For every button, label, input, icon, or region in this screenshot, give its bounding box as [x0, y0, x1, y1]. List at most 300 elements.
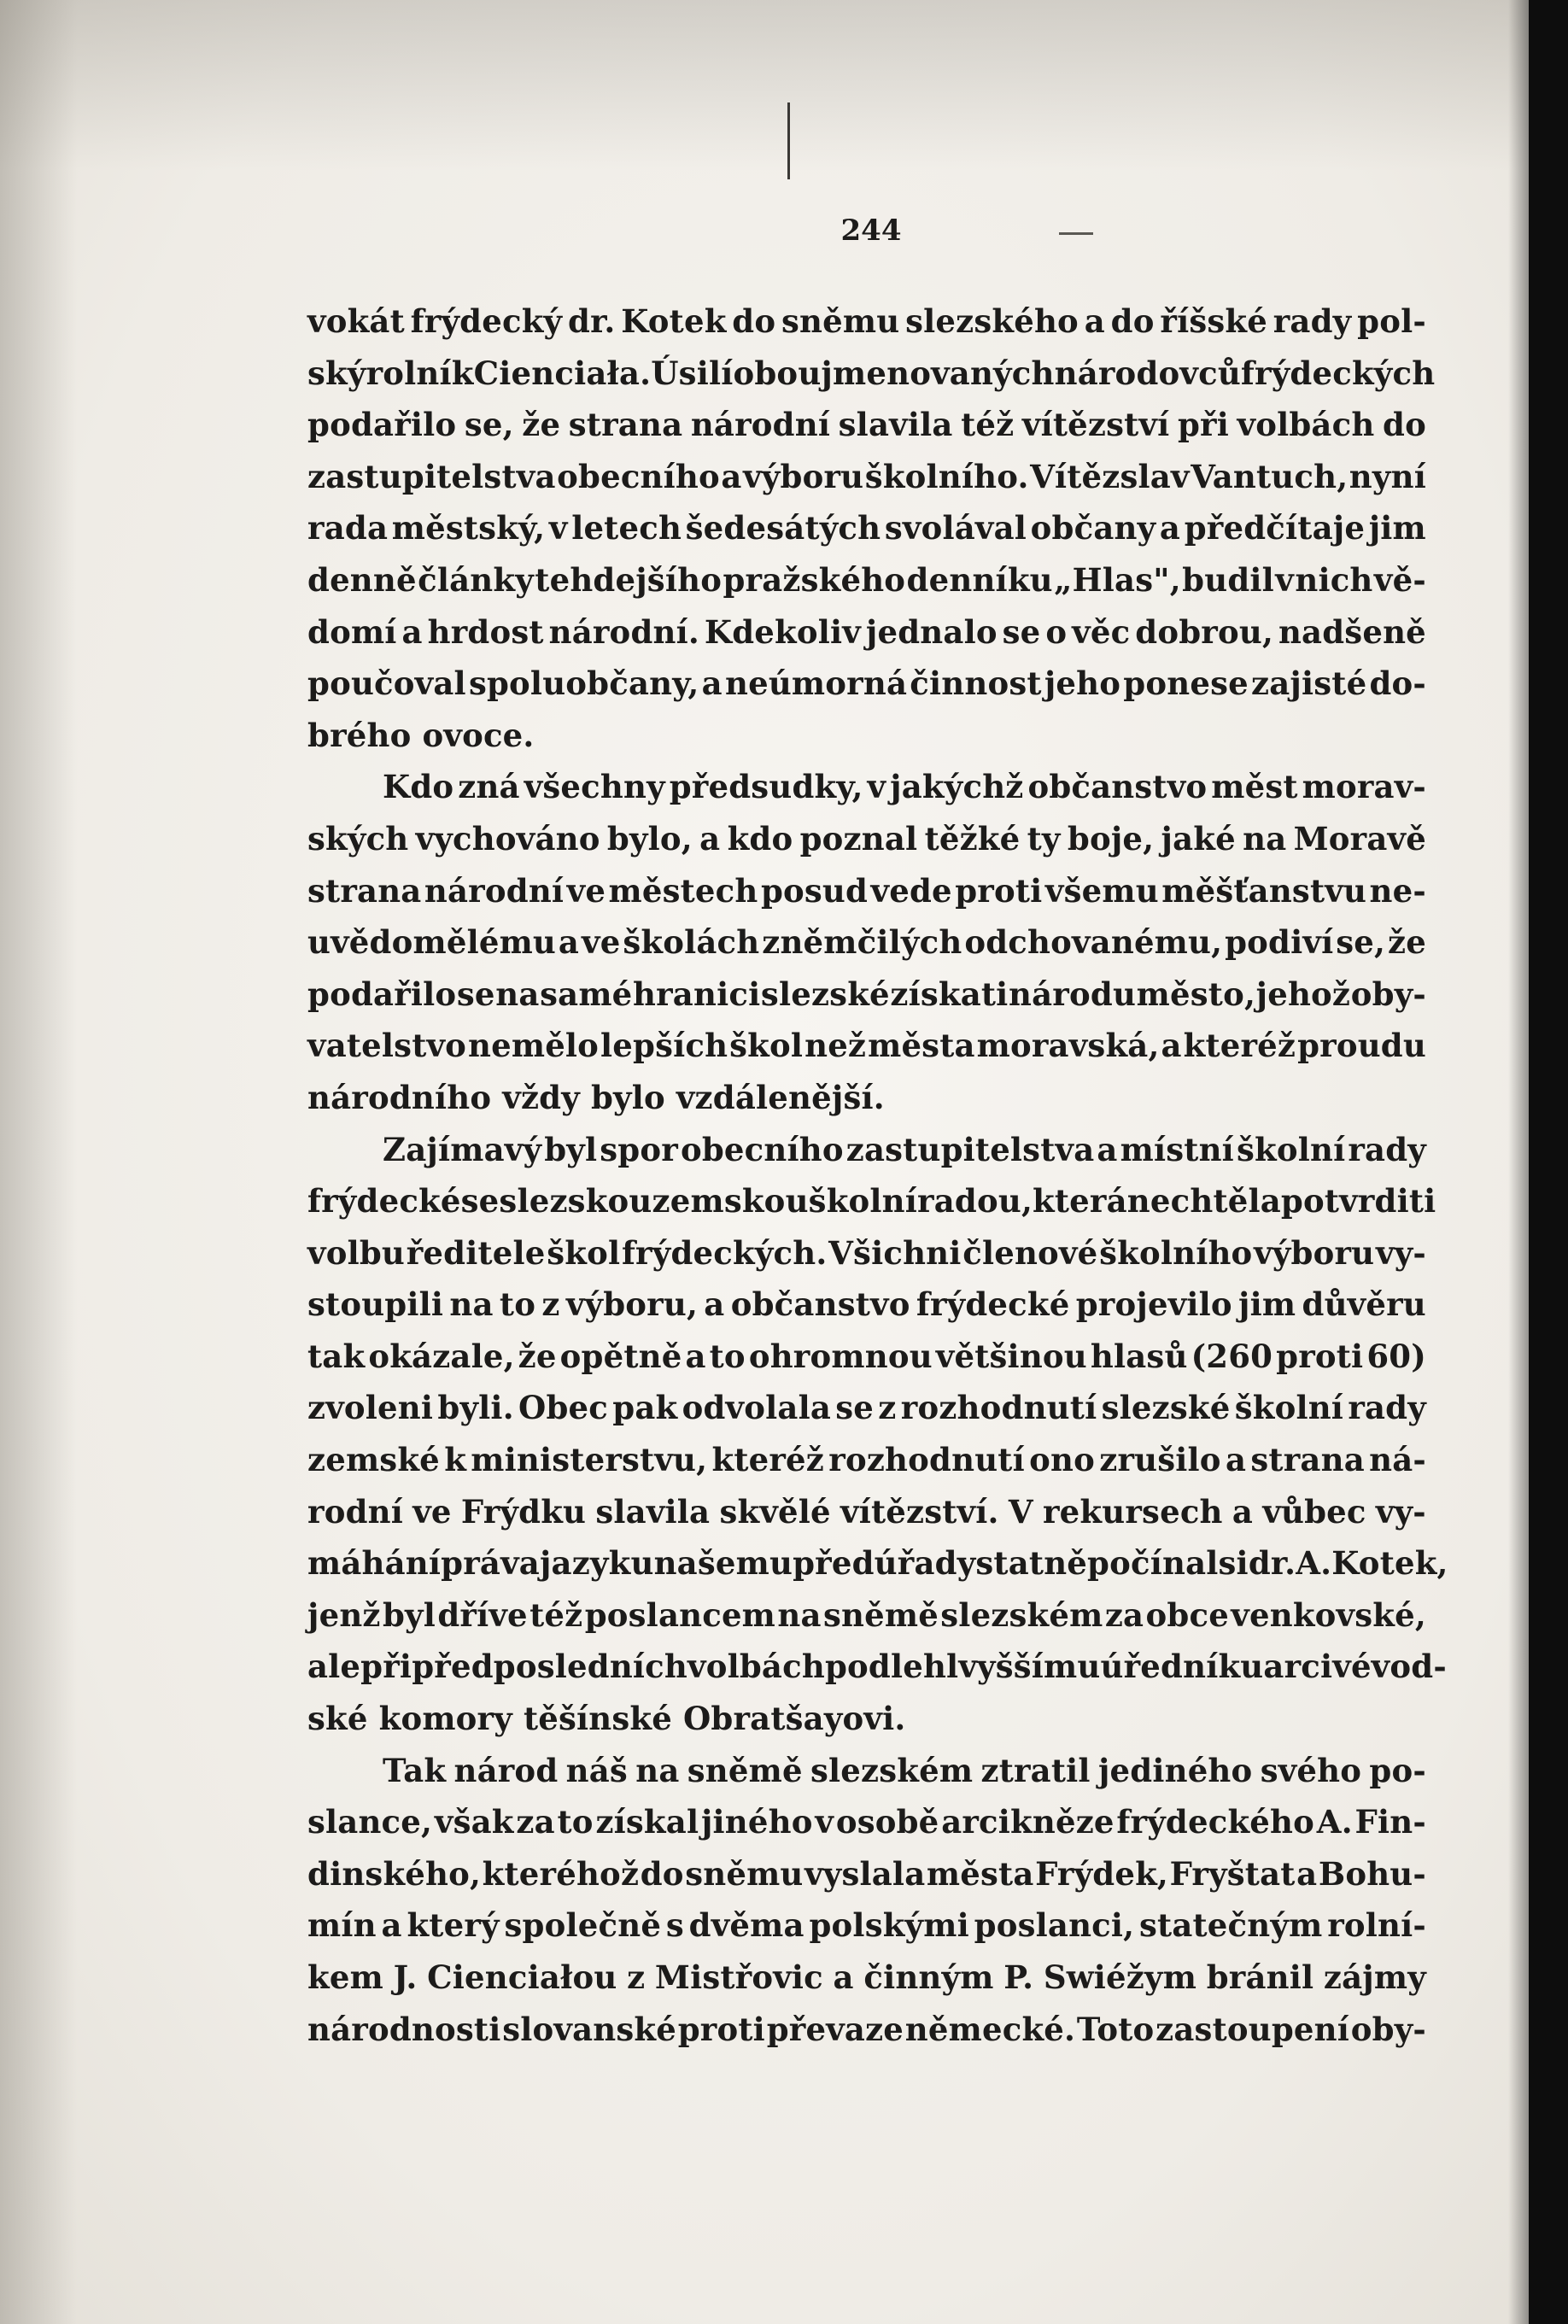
page-number: 244: [840, 214, 902, 248]
word: všechny: [524, 768, 665, 806]
word: předposledních: [412, 1648, 688, 1686]
text-line: [307, 710, 1426, 762]
word: Moravě: [1293, 819, 1426, 858]
word: boje,: [1067, 819, 1155, 858]
word: všemu: [1044, 871, 1159, 910]
word: získati: [890, 975, 1009, 1013]
word: svolával: [884, 509, 1027, 547]
word: Kdo: [383, 768, 454, 806]
word: město,: [1136, 975, 1256, 1013]
text-line: [307, 1900, 1426, 1952]
word: vychováno: [415, 819, 600, 858]
word: jmenovaných: [821, 354, 1055, 392]
word: hlasů: [1090, 1337, 1188, 1375]
word: při: [1177, 406, 1229, 444]
word: našemu: [653, 1544, 793, 1583]
word: statečným: [1139, 1906, 1323, 1945]
word: slezské: [1101, 1389, 1231, 1427]
word: a: [1232, 1492, 1254, 1531]
word: Obec: [518, 1389, 609, 1427]
word: před: [793, 1544, 875, 1583]
text-line: [307, 1331, 1426, 1383]
word: denníku: [906, 560, 1053, 599]
word: vítězství: [1021, 406, 1170, 444]
word: svého: [1260, 1751, 1362, 1789]
text-line: [307, 1693, 1426, 1745]
word: vy-: [1376, 1233, 1426, 1272]
word: z: [878, 1389, 897, 1427]
word: ve: [412, 1492, 452, 1531]
word: a: [1097, 1130, 1118, 1168]
text-line: [307, 1537, 1448, 1589]
word: těšínské: [523, 1700, 672, 1738]
word: a: [701, 664, 723, 703]
word: národní: [690, 406, 831, 444]
word: ale: [307, 1648, 361, 1686]
word: poučoval: [307, 664, 466, 703]
word: rozhodnutí: [900, 1389, 1097, 1427]
word: spor: [600, 1130, 678, 1168]
word: výboru,: [565, 1285, 699, 1324]
word: komory: [378, 1700, 512, 1738]
word: arcikněze: [941, 1803, 1115, 1841]
text-line: [307, 916, 1426, 969]
word: města: [868, 1027, 975, 1065]
word: se,: [1336, 923, 1386, 962]
text-line: [307, 1745, 1426, 1797]
word: škol: [547, 1233, 621, 1272]
word: budil: [1182, 560, 1274, 599]
word: slezské: [760, 975, 890, 1013]
word: Toto: [1076, 2010, 1155, 2048]
word: rady: [1348, 1130, 1426, 1168]
word: projevilo: [1075, 1285, 1232, 1324]
text-line: [307, 1796, 1426, 1848]
text-line: [307, 1434, 1426, 1486]
word: školního: [1099, 1233, 1253, 1272]
word: vatelstvo: [307, 1027, 467, 1065]
word: než: [804, 1027, 867, 1065]
word: byl: [544, 1130, 598, 1168]
text-line: [307, 348, 1436, 400]
word: proti: [955, 871, 1043, 910]
word: skvělé: [719, 1492, 831, 1531]
word: V: [1008, 1492, 1033, 1531]
word: nemělo: [468, 1027, 600, 1065]
word: Swiéžym: [1043, 1958, 1197, 1996]
text-line: [307, 399, 1426, 451]
word: neúmorná: [724, 664, 908, 703]
word: městský,: [391, 509, 546, 547]
word: nechtěla: [1126, 1182, 1281, 1221]
word: frýdeckého: [1116, 1803, 1315, 1841]
word: jim: [1368, 509, 1426, 547]
word: při: [360, 1648, 412, 1686]
word: podiví: [1225, 923, 1334, 962]
text-line: [307, 1589, 1426, 1642]
word: činným: [863, 1958, 994, 1996]
word: a: [721, 457, 742, 495]
word: nich: [1295, 560, 1373, 599]
word: školní: [1236, 1130, 1346, 1168]
word: úředníku: [1100, 1648, 1264, 1686]
word: ponese: [1123, 664, 1249, 703]
word: těžké: [924, 819, 1021, 858]
text-line: [307, 865, 1426, 917]
word: města: [926, 1854, 1034, 1893]
word: kem: [307, 1958, 383, 1996]
word: a: [1159, 509, 1181, 547]
word: místní: [1120, 1130, 1234, 1168]
word: strana: [307, 871, 422, 910]
word: si: [1218, 1544, 1249, 1583]
word: většinou: [935, 1337, 1087, 1375]
word: a: [1161, 1027, 1182, 1065]
word: zastupitelstva: [845, 1130, 1095, 1168]
word: lepších: [600, 1027, 728, 1065]
word: z: [627, 1958, 646, 1996]
word: oby-: [1350, 2010, 1426, 2048]
word: k: [444, 1441, 467, 1479]
word: v: [867, 768, 886, 806]
text-line: [307, 1175, 1436, 1227]
word: který: [407, 1906, 500, 1945]
word: vede: [870, 871, 952, 910]
word: ských: [307, 819, 409, 858]
word: a: [381, 1906, 402, 1945]
word: to: [557, 1803, 594, 1841]
word: městech: [608, 871, 758, 910]
word: vy-: [1375, 1492, 1426, 1531]
word: ná-: [1369, 1441, 1426, 1479]
word: kdo: [727, 819, 793, 858]
word: články: [418, 560, 534, 599]
word: a: [704, 1285, 725, 1324]
word: slavila: [838, 406, 953, 444]
word: ztratil: [980, 1751, 1091, 1789]
word: dobrou,: [1135, 612, 1274, 651]
word: ředitele: [406, 1233, 546, 1272]
word: Všichni: [828, 1233, 962, 1272]
word: národního: [307, 1078, 492, 1116]
word: říšské: [1160, 302, 1267, 340]
word: výboru: [743, 457, 864, 495]
word: domí: [307, 612, 397, 651]
word: pol-: [1357, 302, 1426, 340]
word: Úsilí: [651, 354, 734, 392]
word: Fryštat: [1169, 1854, 1296, 1893]
text-line: [307, 606, 1426, 659]
word: frýdeckých.: [621, 1233, 828, 1272]
word: a: [401, 612, 423, 651]
word: radou,: [917, 1182, 1033, 1221]
word: proti: [677, 2010, 765, 2048]
text-line: [307, 1641, 1447, 1693]
word: školního.: [864, 457, 1029, 495]
word: opětně: [559, 1337, 682, 1375]
word: rady: [1273, 302, 1352, 340]
word: sněmě: [687, 1751, 803, 1789]
word: zájmy: [1323, 1958, 1426, 1996]
word: zastoupení: [1156, 2010, 1350, 2048]
word: spoluobčany,: [468, 664, 699, 703]
word: mín: [307, 1906, 377, 1945]
word: polskými: [809, 1906, 969, 1945]
word: a: [699, 819, 721, 858]
scan-mark-line: [787, 102, 790, 179]
word: obce: [1145, 1595, 1229, 1634]
word: jediného: [1097, 1751, 1253, 1789]
word: obou: [733, 354, 822, 392]
word: Tak: [383, 1751, 447, 1789]
text-line: [307, 813, 1426, 865]
word: to: [709, 1337, 746, 1375]
word: vůbec: [1262, 1492, 1366, 1531]
word: dr.: [1248, 1544, 1296, 1583]
word: posud: [760, 871, 869, 910]
word: v: [548, 509, 568, 547]
word: zněmčilých: [762, 923, 962, 962]
word: zemské: [307, 1441, 440, 1479]
word: pražského: [723, 560, 906, 599]
word: do: [732, 302, 776, 340]
word: do: [1383, 406, 1426, 444]
word: A.: [1316, 1803, 1353, 1841]
word: kteréhož: [482, 1854, 640, 1893]
word: zná: [458, 768, 520, 806]
text-line: [307, 1848, 1426, 1900]
word: se: [835, 1389, 875, 1427]
word: jednalo: [865, 612, 998, 651]
word: dinského,: [307, 1854, 482, 1893]
word: z: [541, 1285, 560, 1324]
word: že: [522, 406, 561, 444]
word: školách: [623, 923, 760, 962]
word: ve: [582, 923, 621, 962]
word: vždy: [502, 1078, 580, 1116]
word: denně: [307, 560, 417, 599]
word: samé: [540, 975, 633, 1013]
word: vokát: [307, 302, 405, 340]
word: úřady: [874, 1544, 976, 1583]
word: volbách: [687, 1648, 825, 1686]
word: podařilo: [307, 975, 457, 1013]
word: Vantuch,: [1191, 457, 1349, 495]
word: slezskou: [499, 1182, 652, 1221]
word: rodní: [307, 1492, 403, 1531]
word: slezském: [940, 1595, 1103, 1634]
word: ve: [566, 871, 606, 910]
word: na: [635, 1751, 680, 1789]
word: strana: [568, 406, 683, 444]
word: za: [516, 1803, 555, 1841]
word: hrdost: [427, 612, 544, 651]
word: členové: [962, 1233, 1098, 1272]
word: jeho: [1044, 664, 1121, 703]
text-line: [307, 1227, 1426, 1279]
word: společně: [504, 1906, 662, 1945]
word: arcivévod-: [1263, 1648, 1447, 1686]
word: slavila: [595, 1492, 711, 1531]
word: Vítězslav: [1030, 457, 1190, 495]
word: se: [1002, 612, 1041, 651]
word: kteréž: [1183, 1027, 1296, 1065]
top-shadow: [0, 0, 1529, 171]
word: poslanci,: [974, 1906, 1135, 1945]
word: předčítaje: [1184, 509, 1366, 547]
word: o: [1045, 612, 1068, 651]
word: tehdejšího: [535, 560, 723, 599]
word: rolník: [366, 354, 474, 392]
word: odchovanému,: [964, 923, 1223, 962]
word: slezském: [810, 1751, 974, 1789]
word: dvěma: [688, 1906, 804, 1945]
word: letech: [571, 509, 682, 547]
word: činnost: [910, 664, 1042, 703]
word: a: [685, 1337, 706, 1375]
text-line: [307, 554, 1426, 606]
scan-dash-mark: [1059, 232, 1093, 235]
word: zrušilo: [1099, 1441, 1221, 1479]
word: brého: [307, 716, 412, 754]
word: potvrditi: [1280, 1182, 1436, 1221]
word: stoupili: [307, 1285, 444, 1324]
word: Kotek: [621, 302, 727, 340]
word: obecního: [557, 457, 720, 495]
word: pak: [612, 1389, 678, 1427]
word: bylo: [590, 1078, 665, 1116]
word: zajisté: [1251, 664, 1367, 703]
word: frýdecké: [307, 1182, 461, 1221]
word: ty: [1027, 819, 1061, 858]
word: národu: [1009, 975, 1137, 1013]
word: J.: [393, 1958, 418, 1996]
word: proudu: [1297, 1027, 1426, 1065]
word: věc: [1072, 612, 1131, 651]
word: ne-: [1369, 871, 1426, 910]
word: vyššímu: [958, 1648, 1101, 1686]
word: morav-: [1302, 768, 1426, 806]
text-line: [307, 1072, 1426, 1124]
word: též: [529, 1595, 583, 1634]
word: měšťanstvu: [1161, 871, 1367, 910]
word: tak: [307, 1337, 366, 1375]
text-line: [307, 1020, 1426, 1072]
word: podlehl: [824, 1648, 959, 1686]
word: uvědomělému: [307, 923, 557, 962]
word: na: [449, 1285, 494, 1324]
word: národní.: [548, 612, 699, 651]
word: počínal: [1087, 1544, 1219, 1583]
text-line: [307, 658, 1426, 710]
word: rolní-: [1327, 1906, 1426, 1945]
word: a: [833, 1958, 854, 1996]
word: rady: [1348, 1389, 1426, 1427]
word: Kotek,: [1331, 1544, 1448, 1583]
left-shadow: [0, 0, 77, 2324]
word: Cienciała.: [473, 354, 652, 392]
word: vítězství.: [840, 1492, 999, 1531]
word: zvoleni: [307, 1389, 434, 1427]
word: nyní: [1349, 457, 1426, 495]
word: 60): [1366, 1337, 1426, 1375]
word: a: [1296, 1854, 1318, 1893]
word: národ: [453, 1751, 559, 1789]
word: „Hlas",: [1054, 560, 1181, 599]
word: dr.: [568, 302, 616, 340]
word: byli.: [437, 1389, 514, 1427]
word: Obratšayovi.: [682, 1700, 906, 1738]
text-line: [307, 1124, 1426, 1176]
word: hranici: [633, 975, 761, 1013]
word: občanstvo: [1027, 768, 1208, 806]
word: do-: [1369, 664, 1426, 703]
word: vě-: [1373, 560, 1426, 599]
word: strana: [1250, 1441, 1365, 1479]
word: že: [518, 1337, 557, 1375]
word: též: [961, 406, 1015, 444]
word: poslancem: [584, 1595, 776, 1634]
word: měst: [1211, 768, 1298, 806]
body-text: [307, 296, 1448, 2055]
text-line: [307, 1486, 1426, 1538]
word: školní: [808, 1182, 918, 1221]
word: se: [460, 1182, 500, 1221]
word: jim: [1238, 1285, 1296, 1324]
word: rada: [307, 509, 389, 547]
word: oby-: [1350, 975, 1426, 1013]
word: A.: [1296, 1544, 1332, 1583]
word: německé.: [904, 2010, 1076, 2048]
word: ovoce.: [422, 716, 535, 754]
word: školní: [1234, 1389, 1344, 1427]
word: moravská,: [976, 1027, 1160, 1065]
word: sněmu: [781, 302, 900, 340]
word: s: [665, 1906, 684, 1945]
word: do: [640, 1854, 684, 1893]
word: sněmě: [822, 1595, 939, 1634]
text-line: [307, 1952, 1426, 2004]
word: jehož: [1255, 975, 1351, 1013]
word: se,: [464, 406, 514, 444]
word: statně: [975, 1544, 1088, 1583]
word: P.: [1003, 1958, 1034, 1996]
word: na: [495, 975, 540, 1013]
word: a: [558, 923, 580, 962]
word: máhání: [307, 1544, 442, 1583]
word: se: [456, 975, 495, 1013]
word: frýdeckých: [1240, 354, 1436, 392]
word: jazyku: [539, 1544, 654, 1583]
word: však: [434, 1803, 514, 1841]
word: ministerstvu,: [471, 1441, 708, 1479]
word: poznal: [799, 819, 918, 858]
word: slezského: [905, 302, 1079, 340]
word: škol: [729, 1027, 804, 1065]
text-line: [307, 969, 1426, 1021]
word: obecního: [680, 1130, 844, 1168]
word: jaké: [1161, 819, 1236, 858]
word: za: [1104, 1595, 1144, 1634]
word: Cienciałou: [427, 1958, 617, 1996]
text-line: [307, 761, 1426, 813]
word: zemskou: [652, 1182, 809, 1221]
word: občanstvo: [730, 1285, 910, 1324]
word: Zajímavý: [383, 1130, 542, 1168]
word: po-: [1369, 1751, 1426, 1789]
word: Mistřovic: [654, 1958, 823, 1996]
word: ské: [307, 1700, 368, 1738]
